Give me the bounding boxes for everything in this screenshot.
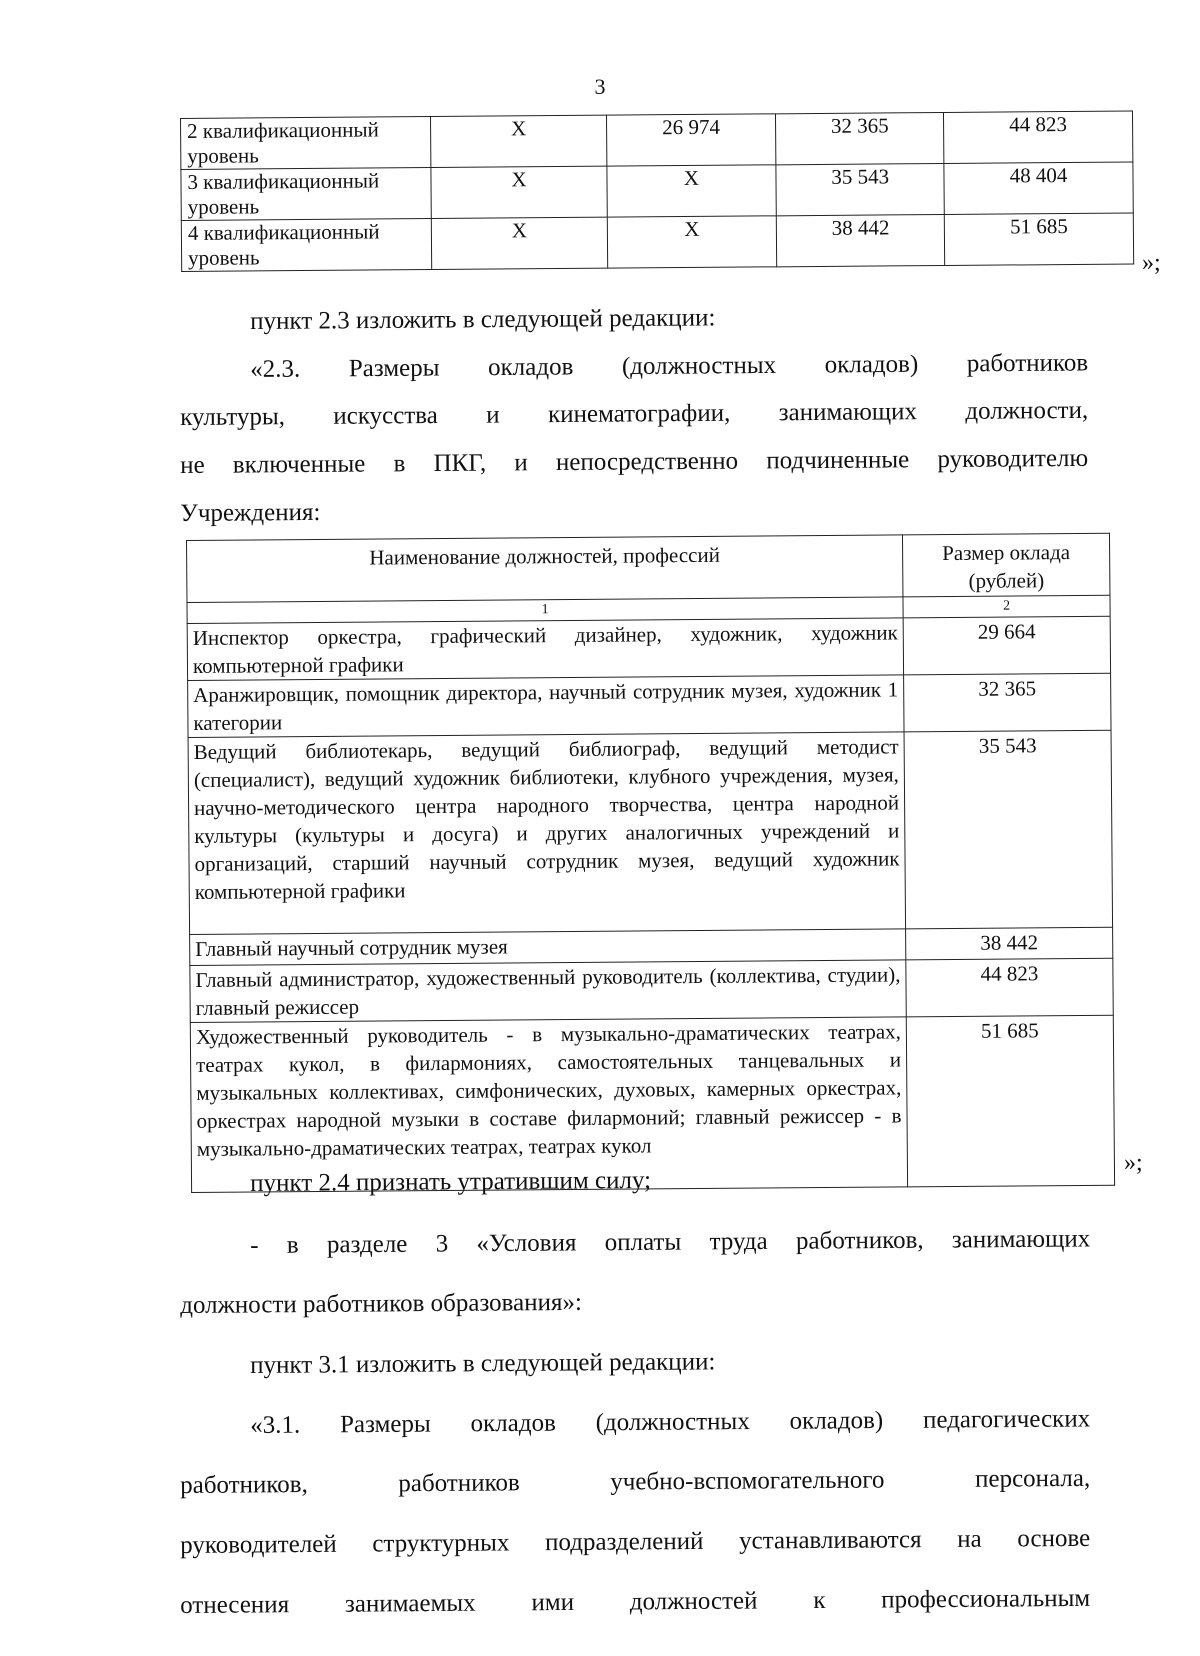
paragraph-2-3-line: «2.3. Размеры окладов (должностных окладов) работников: [250, 349, 1089, 383]
header-name: Наименование должностей, профессий: [187, 535, 903, 603]
paragraph-2-3-line: культуры, искусства и кинематографии, занимающих должности,: [180, 396, 1089, 431]
qualification-level-cell: 2 квалификационный уровень: [181, 117, 432, 170]
paragraph-2-3-intro: пункт 2.3 изложить в следующей редакции:: [250, 304, 716, 335]
position-name: Ведущий библиотекарь, ведущий библиограф, ведущий методист (специалист), ведущий художник библиотеки, клубного учреждения, музея, научно-методического центра народного творчества, центра народной культуры (культуры и досуга) и других аналогичных учреждений и организаций, старший научный сотрудник музея, ведущий художник компьютерной графики: [188, 732, 906, 935]
position-name: Главный научный сотрудник музея: [190, 929, 906, 966]
closing-quote: »;: [1124, 1150, 1143, 1176]
position-name: Главный администратор, художественный руководитель (коллектива, студии), главный режиссер: [190, 960, 906, 1023]
paragraph-3-1-line: руководителей структурных подразделений устанавливаются на основе: [180, 1524, 1091, 1559]
table-cell: 51 685: [944, 213, 1133, 265]
paragraph-2-3-line: не включенные в ПКГ, и непосредственно подчиненные руководителю: [180, 444, 1089, 479]
column-number: 2: [903, 595, 1110, 618]
paragraph-3-1-line: отнесения занимаемых ими должностей к профессиональным: [180, 1584, 1091, 1619]
salary-value: 32 365: [904, 673, 1111, 732]
paragraph-section-3: - в разделе 3 «Условия оплаты труда работников, занимающих: [250, 1225, 1091, 1259]
table-cell: Х: [431, 115, 607, 167]
salary-value: 51 685: [906, 1015, 1114, 1187]
table-cell: 38 442: [777, 214, 945, 266]
position-name: Аранжировщик, помощник директора, научный сотрудник музея, художник 1 категории: [188, 675, 904, 738]
table-row: [181, 213, 1133, 271]
table-cell: Х: [432, 217, 608, 269]
qualification-level-cell: 3 квалификационный уровень: [181, 168, 432, 221]
table-cell: Х: [606, 165, 776, 217]
paragraph-3-1-intro: пункт 3.1 изложить в следующей редакции:: [250, 1348, 716, 1379]
paragraph-2-4: пункт 2.4 признать утратившим силу;: [250, 1166, 652, 1197]
salary-table: [186, 533, 1115, 1193]
qualification-level-cell: 4 квалификационный уровень: [181, 219, 432, 272]
salary-value: 35 543: [904, 730, 1113, 929]
salary-value: 38 442: [906, 927, 1113, 960]
qualification-table: [180, 111, 1134, 272]
paragraph-section-3: должности работников образования»:: [180, 1288, 582, 1319]
table-row: [188, 673, 1111, 737]
paragraph-2-3-line: Учреждения:: [180, 498, 321, 527]
column-number: 1: [187, 597, 903, 624]
table-cell: 48 404: [944, 162, 1133, 214]
table-row: [181, 162, 1133, 220]
salary-value: 29 664: [903, 616, 1110, 675]
table-cell: 44 823: [944, 111, 1133, 163]
page-number: 3: [594, 74, 606, 99]
position-name: Инспектор оркестра, графический дизайнер, художник, художник компьютерной графики: [187, 618, 903, 681]
paragraph-3-1-line: работников, работников учебно-вспомогательного персонала,: [180, 1464, 1091, 1499]
table-cell: 35 543: [776, 164, 944, 216]
paragraph-3-1-line: «3.1. Размеры окладов (должностных окладов) педагогических: [250, 1405, 1091, 1439]
table-cell: 32 365: [776, 113, 944, 165]
table-cell: 26 974: [606, 114, 776, 166]
position-name: Художественный руководитель - в музыкально-драматических театрах, театрах кукол, в филармониях, самостоятельных танцевальных и музыкальных коллективах, симфонических, духовых, камерных оркестрах, оркестрах народной музыки в составе филармоний; главный режиссер - в музыкально-драматических театрах, театрах кукол: [190, 1017, 907, 1193]
table-row: [187, 616, 1110, 680]
table-row: [181, 111, 1133, 169]
salary-value: 44 823: [906, 958, 1113, 1017]
table-header-row: [187, 533, 1110, 602]
table-row: [188, 730, 1113, 934]
table-cell: Х: [431, 166, 607, 218]
header-salary: Размер оклада (рублей): [902, 533, 1109, 597]
table-row: [190, 958, 1113, 1022]
closing-quote: »;: [1142, 250, 1161, 276]
table-cell: Х: [607, 216, 777, 268]
